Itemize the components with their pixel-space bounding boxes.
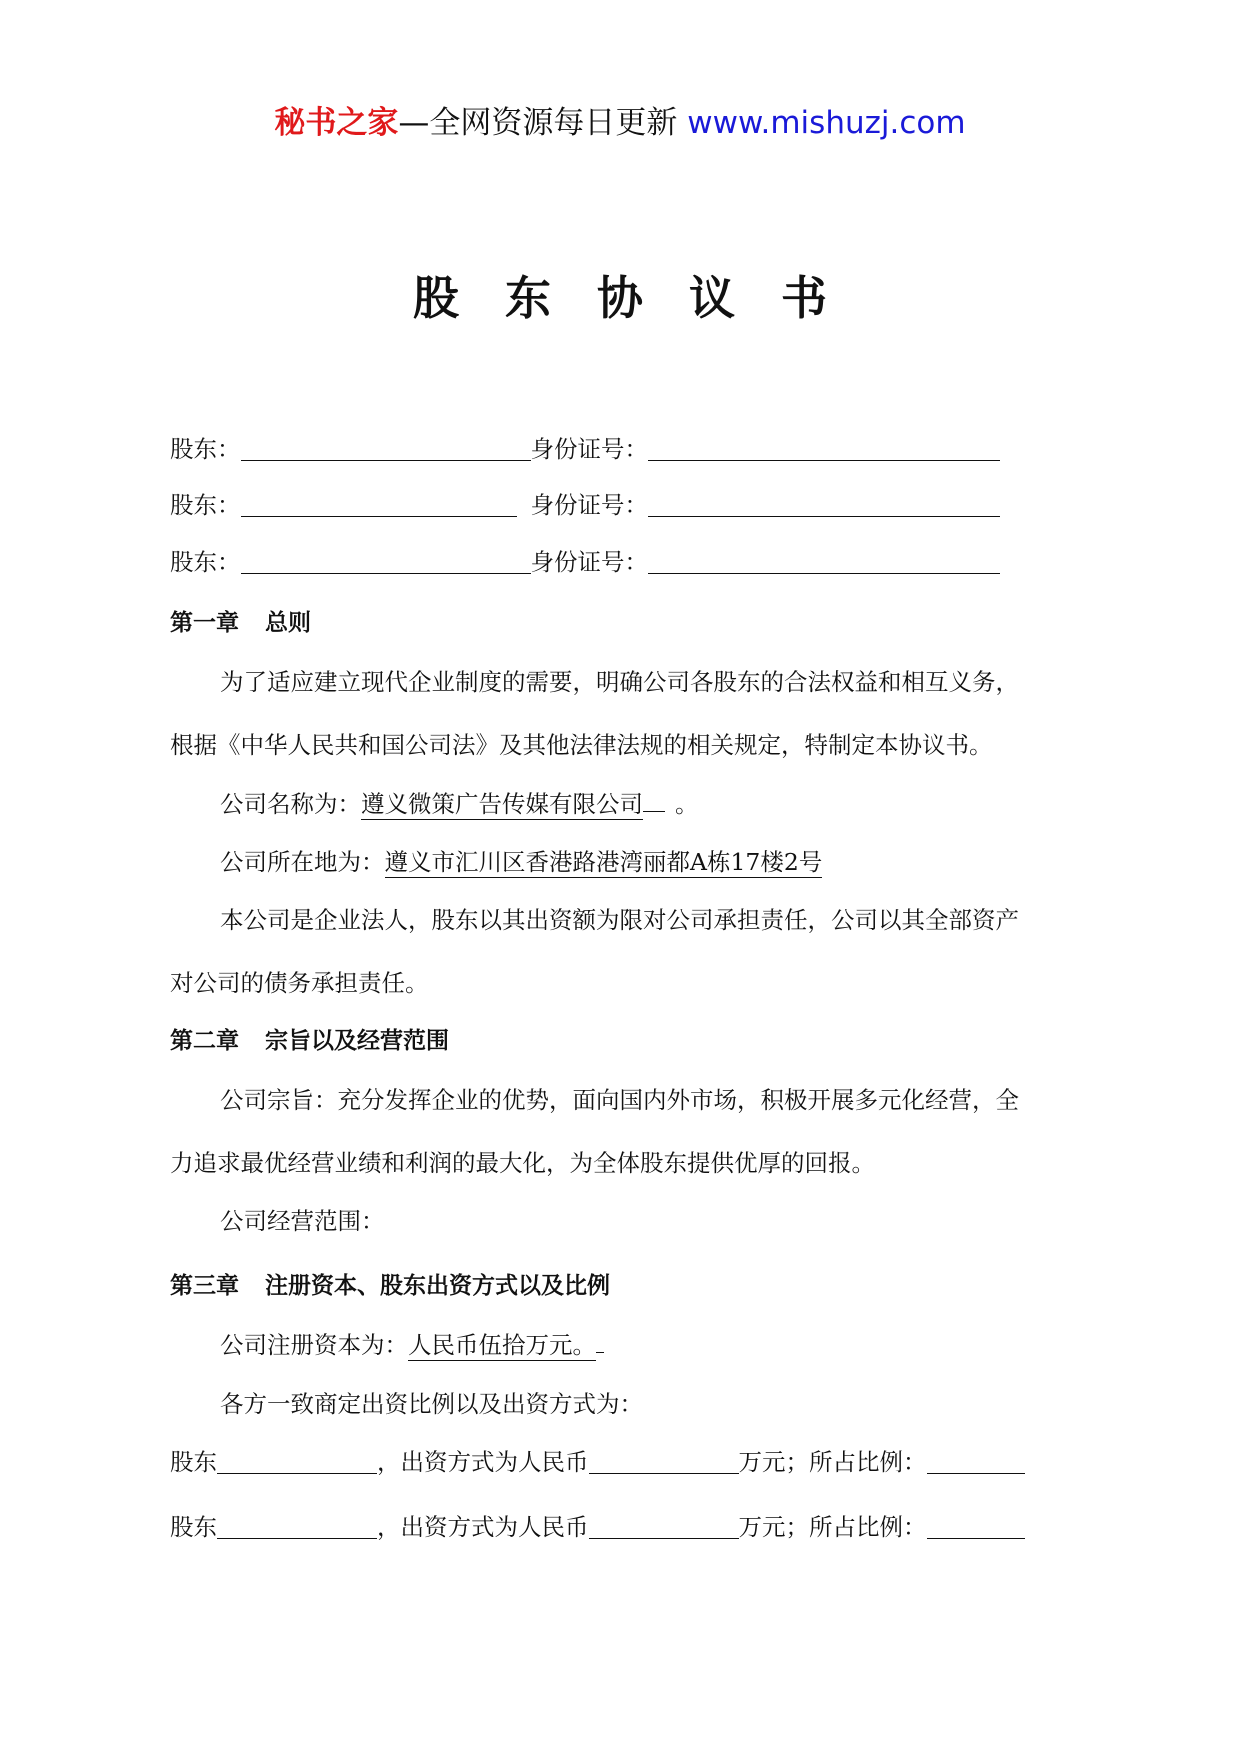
document-title: 股东协议书 — [413, 271, 873, 325]
shareholder-row — [170, 488, 1000, 522]
banner-brand: 秘书之家 — [274, 105, 399, 141]
id-number-blank[interactable] — [648, 490, 1000, 517]
paragraph-line: 各方一致商定出资比例以及出资方式为： — [220, 1390, 643, 1418]
contribution-amount-blank[interactable] — [589, 1512, 739, 1539]
id-number-label: 身份证号： — [530, 435, 648, 463]
company-name-value: 遵义微策广告传媒有限公司 — [361, 790, 643, 818]
site-banner — [0, 100, 1240, 146]
chapter-3-heading — [170, 1269, 610, 1303]
paragraph-line: 对公司的债务承担责任。 — [170, 969, 429, 997]
registered-capital-line — [220, 1328, 604, 1362]
shareholder-label: 股东： — [170, 435, 241, 463]
company-address-line — [220, 845, 822, 879]
paragraph-line: 公司宗旨：充分发挥企业的优势，面向国内外市场，积极开展多元化经营，全 — [220, 1086, 1019, 1114]
contribution-amount-blank[interactable] — [589, 1447, 739, 1474]
contribution-prefix: 股东 — [170, 1448, 217, 1476]
chapter-2-heading — [170, 1024, 449, 1058]
shareholder-name-blank[interactable] — [241, 434, 531, 461]
company-name-line — [220, 787, 699, 821]
shareholder-row — [170, 432, 1000, 466]
contribution-row — [170, 1445, 1025, 1479]
contributor-name-blank[interactable] — [217, 1447, 377, 1474]
company-address-value: 遵义市汇川区香港路港湾丽都A栋17楼2号 — [384, 848, 823, 876]
paragraph-line: 为了适应建立现代企业制度的需要，明确公司各股东的合法权益和相互义务， — [220, 668, 1019, 696]
company-name-end: 。 — [675, 790, 699, 818]
paragraph-line: 根据《中华人民共和国公司法》及其他法律法规的相关规定，特制定本协议书。 — [170, 731, 993, 759]
contributor-name-blank[interactable] — [217, 1512, 377, 1539]
contribution-ratio-blank[interactable] — [927, 1447, 1025, 1474]
chapter-number: 第一章 — [170, 610, 239, 636]
id-number-blank[interactable] — [648, 547, 1000, 574]
chapter-number: 第三章 — [170, 1273, 239, 1299]
registered-capital-label: 公司注册资本为： — [220, 1331, 408, 1359]
contribution-unit: 万元；所占比例： — [738, 1448, 927, 1476]
shareholder-label: 股东： — [170, 491, 241, 519]
company-name-label: 公司名称为： — [220, 790, 361, 818]
banner-url-link[interactable]: www.mishuzj.com — [687, 105, 966, 141]
id-number-label: 身份证号： — [530, 491, 648, 519]
id-number-blank[interactable] — [648, 434, 1000, 461]
contribution-prefix: 股东 — [170, 1513, 217, 1541]
paragraph-line: 力追求最优经营业绩和利润的最大化，为全体股东提供优厚的回报。 — [170, 1149, 875, 1177]
contribution-method: ，出资方式为人民币 — [377, 1448, 589, 1476]
chapter-1-heading — [170, 606, 311, 640]
chapter-number: 第二章 — [170, 1028, 239, 1054]
registered-capital-value: 人民币伍拾万元。 — [408, 1331, 596, 1359]
contribution-unit: 万元；所占比例： — [738, 1513, 927, 1541]
chapter-title: 宗旨以及经营范围 — [265, 1028, 449, 1054]
shareholder-row — [170, 545, 1000, 579]
contribution-row — [170, 1510, 1025, 1544]
shareholder-label: 股东： — [170, 548, 241, 576]
contribution-method: ，出资方式为人民币 — [377, 1513, 589, 1541]
paragraph-line: 本公司是企业法人，股东以其出资额为限对公司承担责任，公司以其全部资产 — [220, 906, 1019, 934]
banner-slogan: —全网资源每日更新 — [398, 105, 678, 141]
shareholder-name-blank[interactable] — [241, 490, 517, 517]
contribution-ratio-blank[interactable] — [927, 1512, 1025, 1539]
chapter-title: 注册资本、股东出资方式以及比例 — [265, 1273, 610, 1299]
business-scope-label: 公司经营范围： — [220, 1207, 385, 1235]
shareholder-name-blank[interactable] — [241, 547, 531, 574]
chapter-title: 总则 — [265, 610, 311, 636]
company-address-label: 公司所在地为： — [220, 848, 385, 876]
id-number-label: 身份证号： — [530, 548, 648, 576]
